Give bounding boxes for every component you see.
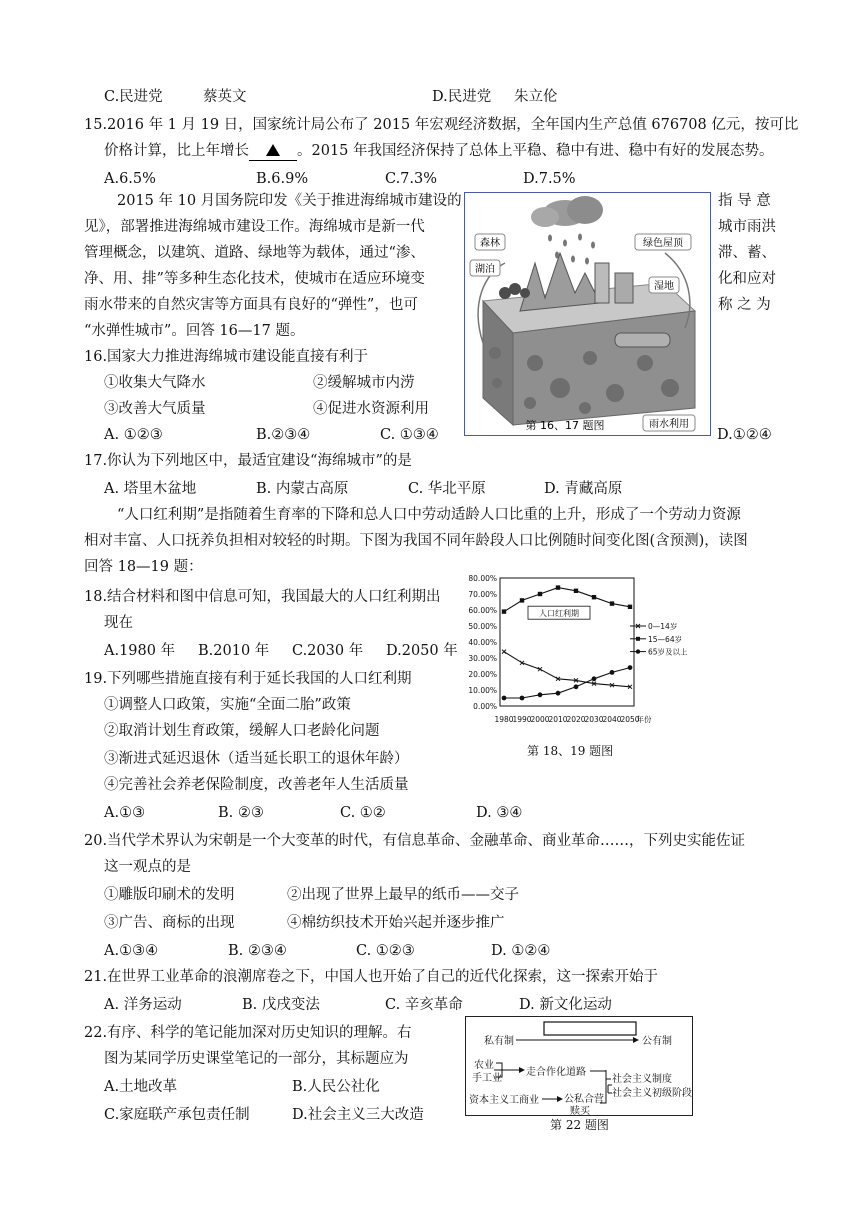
q20-item-4: ④棉纺织技术开始兴起并逐步推广	[287, 915, 505, 931]
q21-option-c: C. 辛亥革命	[385, 997, 463, 1013]
y-tick-label: 20.00%	[468, 670, 497, 679]
q22-stem-1: 22.有序、科学的笔记能加深对历史知识的理解。右	[84, 1025, 412, 1041]
q18-option-d: D.2050 年	[386, 643, 458, 659]
q15-option-d: D.7.5%	[523, 171, 576, 187]
data-point	[520, 696, 525, 701]
q19-option-c: C. ①②	[340, 805, 386, 821]
q22-option-d: D.社会主义三大改造	[292, 1107, 424, 1123]
q19-stem: 19.下列哪些措施直接有利于延长我国的人口红利期	[84, 671, 412, 687]
data-point	[556, 691, 561, 696]
q19-option-b: B. ②③	[218, 805, 264, 821]
diagram-craft: 手工业	[472, 1073, 502, 1084]
data-point	[502, 650, 506, 654]
q18-option-c: C.2030 年	[292, 643, 364, 659]
q15-option-a: A.6.5%	[104, 171, 156, 187]
q21-option-a: A. 洋务运动	[104, 997, 182, 1013]
x-tick-label: 1990	[512, 715, 532, 724]
y-tick-label: 30.00%	[468, 654, 497, 663]
data-point	[628, 605, 632, 609]
q16-item-1: ①收集大气降水	[104, 375, 206, 391]
q18-stem-1: 18.结合材料和图中信息可知，我国最大的人口红利期出	[84, 589, 441, 605]
x-tick-label: 2000	[530, 715, 550, 724]
legend-marker	[636, 649, 640, 653]
legend-label-3: 65岁及以上	[648, 647, 688, 657]
sponge-city-figure	[464, 192, 711, 436]
label-wetland: 湿地	[654, 281, 674, 292]
q14-option-d: D.民进党	[432, 89, 492, 105]
diagram-jointop: 公私合营	[564, 1094, 604, 1105]
data-point	[592, 676, 597, 681]
q16-option-a: A. ①②③	[104, 427, 163, 443]
sponge-text-1: 2015 年 10 月国务院印发《关于推进海绵城市建设的	[117, 193, 462, 209]
q20-option-d: D. ①②④	[491, 943, 551, 959]
x-tick-label: 2030	[584, 715, 604, 724]
y-tick-label: 60.00%	[468, 606, 497, 615]
q15-stem-line2: 价格计算，比上年增长 。2015 年我国经济保持了总体上平稳、稳中有进、稳中有好的发展态势。	[104, 143, 774, 159]
diagram-soc1: 社会主义制度	[612, 1074, 672, 1085]
q14-option-d-name: 朱立伦	[514, 89, 558, 105]
diagram-agri: 农业	[474, 1060, 494, 1071]
y-tick-label: 80.00%	[468, 574, 497, 583]
y-tick-label: 0.00%	[473, 702, 497, 711]
q20-option-a: A.①③④	[104, 943, 159, 959]
dividend-text-2: 相对丰富、人口抚养负担相对较轻的时期。下图为我国不同年龄段人口比例随时间变化图(含预测)，读图	[84, 533, 748, 549]
q22-option-a: A.土地改革	[104, 1079, 178, 1095]
legend-marker	[636, 637, 640, 641]
q17-option-c: C. 华北平原	[408, 481, 486, 497]
q22-option-c: C.家庭联产承包责任制	[104, 1107, 250, 1123]
q16-item-4: ④促进水资源利用	[313, 401, 429, 417]
data-point	[538, 592, 542, 596]
q17-option-d: D. 青藏高原	[544, 481, 623, 497]
y-tick-label: 50.00%	[468, 622, 497, 631]
x-tick-label: 2020	[566, 715, 586, 724]
q19-option-d: D. ③④	[476, 805, 523, 821]
q21-stem: 21.在世界工业革命的浪潮席卷之下，中国人也开始了自己的近代化探索，这一探索开始于	[84, 969, 659, 985]
q20-stem-1: 20.当代学术界认为宋朝是一个大变革的时代，有信息革命、金融革命、商业革命……，下列史实能佐证	[84, 833, 746, 849]
sponge-city-illustration	[465, 193, 710, 435]
sponge-text-5r: 称 之 为	[718, 297, 771, 313]
sponge-text-2: 见》，部署推进海绵城市建设工作。海绵城市是新一代	[84, 219, 425, 235]
triangle-icon	[266, 144, 280, 156]
chart-caption: 第 18、19 题图	[527, 744, 614, 758]
data-point	[556, 585, 560, 589]
q17-stem: 17.你认为下列地区中，最适宜建设“海绵城市”的是	[84, 453, 412, 469]
q19-item-1: ①调整人口政策，实施“全面二胎”政策	[104, 697, 351, 713]
q16-option-c: C. ①③④	[380, 427, 439, 443]
q16-item-3: ③改善大气质量	[104, 401, 206, 417]
q15-option-b: B.6.9%	[256, 171, 309, 187]
label-lake: 湖泊	[475, 264, 495, 275]
title-blank-box	[544, 1022, 636, 1035]
dividend-text-1: “人口红利期”是指随着生育率的下降和总人口中劳动适龄人口比重的上升，形成了一个劳动力资源	[117, 507, 741, 523]
q20-stem-2: 这一观点的是	[104, 859, 191, 875]
x-axis-label: 年份	[636, 715, 652, 724]
q19-item-4: ④完善社会养老保险制度，改善老年人生活质量	[104, 777, 409, 793]
q19-item-3: ③渐进式延迟退休（适当延长职工的退休年龄）	[104, 751, 409, 767]
y-tick-label: 10.00%	[468, 686, 497, 695]
q16-item-2: ②缓解城市内涝	[313, 375, 415, 391]
q15-blank	[249, 142, 297, 161]
data-point	[628, 665, 633, 670]
diagram-public: 公有制	[642, 1036, 672, 1047]
q18-stem-2: 现在	[104, 615, 133, 631]
q14-option-c-name: 蔡英文	[203, 89, 247, 105]
q16-stem: 16.国家大力推进海绵城市建设能直接有利于	[84, 349, 369, 365]
x-tick-label: 2050	[620, 715, 640, 724]
diagram-private: 私有制	[484, 1036, 514, 1047]
q17-option-a: A. 塔里木盆地	[104, 481, 197, 497]
diagram-capital: 资本主义工商业	[469, 1095, 539, 1106]
sponge-text-1r: 指 导 意	[718, 193, 771, 209]
q22-figure-caption: 第 22 题图	[550, 1118, 609, 1132]
sponge-text-6: “水弹性城市”。回答 16—17 题。	[84, 323, 305, 339]
label-green-roof: 绿色屋顶	[643, 238, 683, 249]
sponge-text-4: 净、用、排”等多种生态化技术，使城市在适应环境变	[84, 271, 425, 287]
q18-option-a: A.1980 年	[104, 643, 176, 659]
q18-option-b: B.2010 年	[198, 643, 270, 659]
x-tick-label: 1980	[494, 715, 514, 724]
sponge-figure-caption: 第 16、17 题图	[525, 419, 605, 432]
q14-option-c: C.民进党	[104, 89, 163, 105]
sponge-text-3r: 滞、蓄、	[718, 245, 776, 261]
data-point	[610, 601, 614, 605]
dividend-text-3: 回答 18—19 题：	[84, 559, 203, 575]
q22-stem-2: 图为某同学历史课堂笔记的一部分，其标题应为	[104, 1051, 409, 1067]
sponge-text-4r: 化和应对	[718, 271, 776, 287]
q21-option-b: B. 戊戌变法	[242, 997, 320, 1013]
data-point	[610, 670, 615, 675]
q15-stem-line1: 15.2016 年 1 月 19 日，国家统计局公布了 2015 年宏观经济数据，全年国内生产总值 676708 亿元，按可比	[84, 117, 799, 133]
sponge-text-2r: 城市雨洪	[718, 219, 776, 235]
q21-option-d: D. 新文化运动	[519, 997, 612, 1013]
diagram-buyout: 赎买	[570, 1106, 590, 1117]
sponge-text-3: 管理概念，以建筑、道路、绿地等为载体，通过“渗、	[84, 245, 425, 261]
diagram-soc2: 社会主义初级阶段	[612, 1088, 692, 1099]
q19-item-2: ②取消计划生育政策，缓解人口老龄化问题	[104, 723, 380, 739]
q17-option-b: B. 内蒙古高原	[256, 481, 349, 497]
y-tick-label: 40.00%	[468, 638, 497, 647]
x-tick-label: 2040	[602, 715, 622, 724]
q20-item-3: ③广告、商标的出现	[104, 915, 235, 931]
q16-option-b: B.②③④	[256, 427, 311, 443]
q20-option-b: B. ②③④	[228, 943, 287, 959]
label-forest: 森林	[480, 238, 500, 249]
q20-item-1: ①雕版印刷术的发明	[104, 887, 235, 903]
legend-label-1: 0—14岁	[648, 622, 678, 631]
x-tick-label: 2010	[548, 715, 568, 724]
series-line-1	[504, 652, 630, 687]
label-rain-reuse: 雨水利用	[649, 419, 689, 430]
diagram-coop: 走合作化道路	[526, 1067, 586, 1078]
q16-option-d: D.①②④	[717, 427, 772, 443]
data-point	[574, 684, 579, 689]
q19-option-a: A.①③	[104, 805, 146, 821]
data-point	[574, 589, 578, 593]
q20-option-c: C. ①②③	[356, 943, 415, 959]
q22-option-b: B.人民公社化	[292, 1079, 380, 1095]
q15-option-c: C.7.3%	[385, 171, 438, 187]
annotation-label: 人口红利期	[539, 609, 579, 619]
data-point	[592, 595, 596, 599]
data-point	[538, 692, 543, 697]
sponge-text-5: 雨水带来的自然灾害等方面具有良好的“弹性”，也可	[84, 297, 418, 313]
data-point	[502, 696, 507, 701]
data-point	[520, 598, 524, 602]
data-point	[502, 609, 506, 613]
q20-item-2: ②出现了世界上最早的纸币——交子	[287, 887, 519, 903]
y-tick-label: 70.00%	[468, 590, 497, 599]
history-notes-diagram	[465, 1016, 693, 1116]
legend-label-2: 15—64岁	[648, 634, 683, 644]
